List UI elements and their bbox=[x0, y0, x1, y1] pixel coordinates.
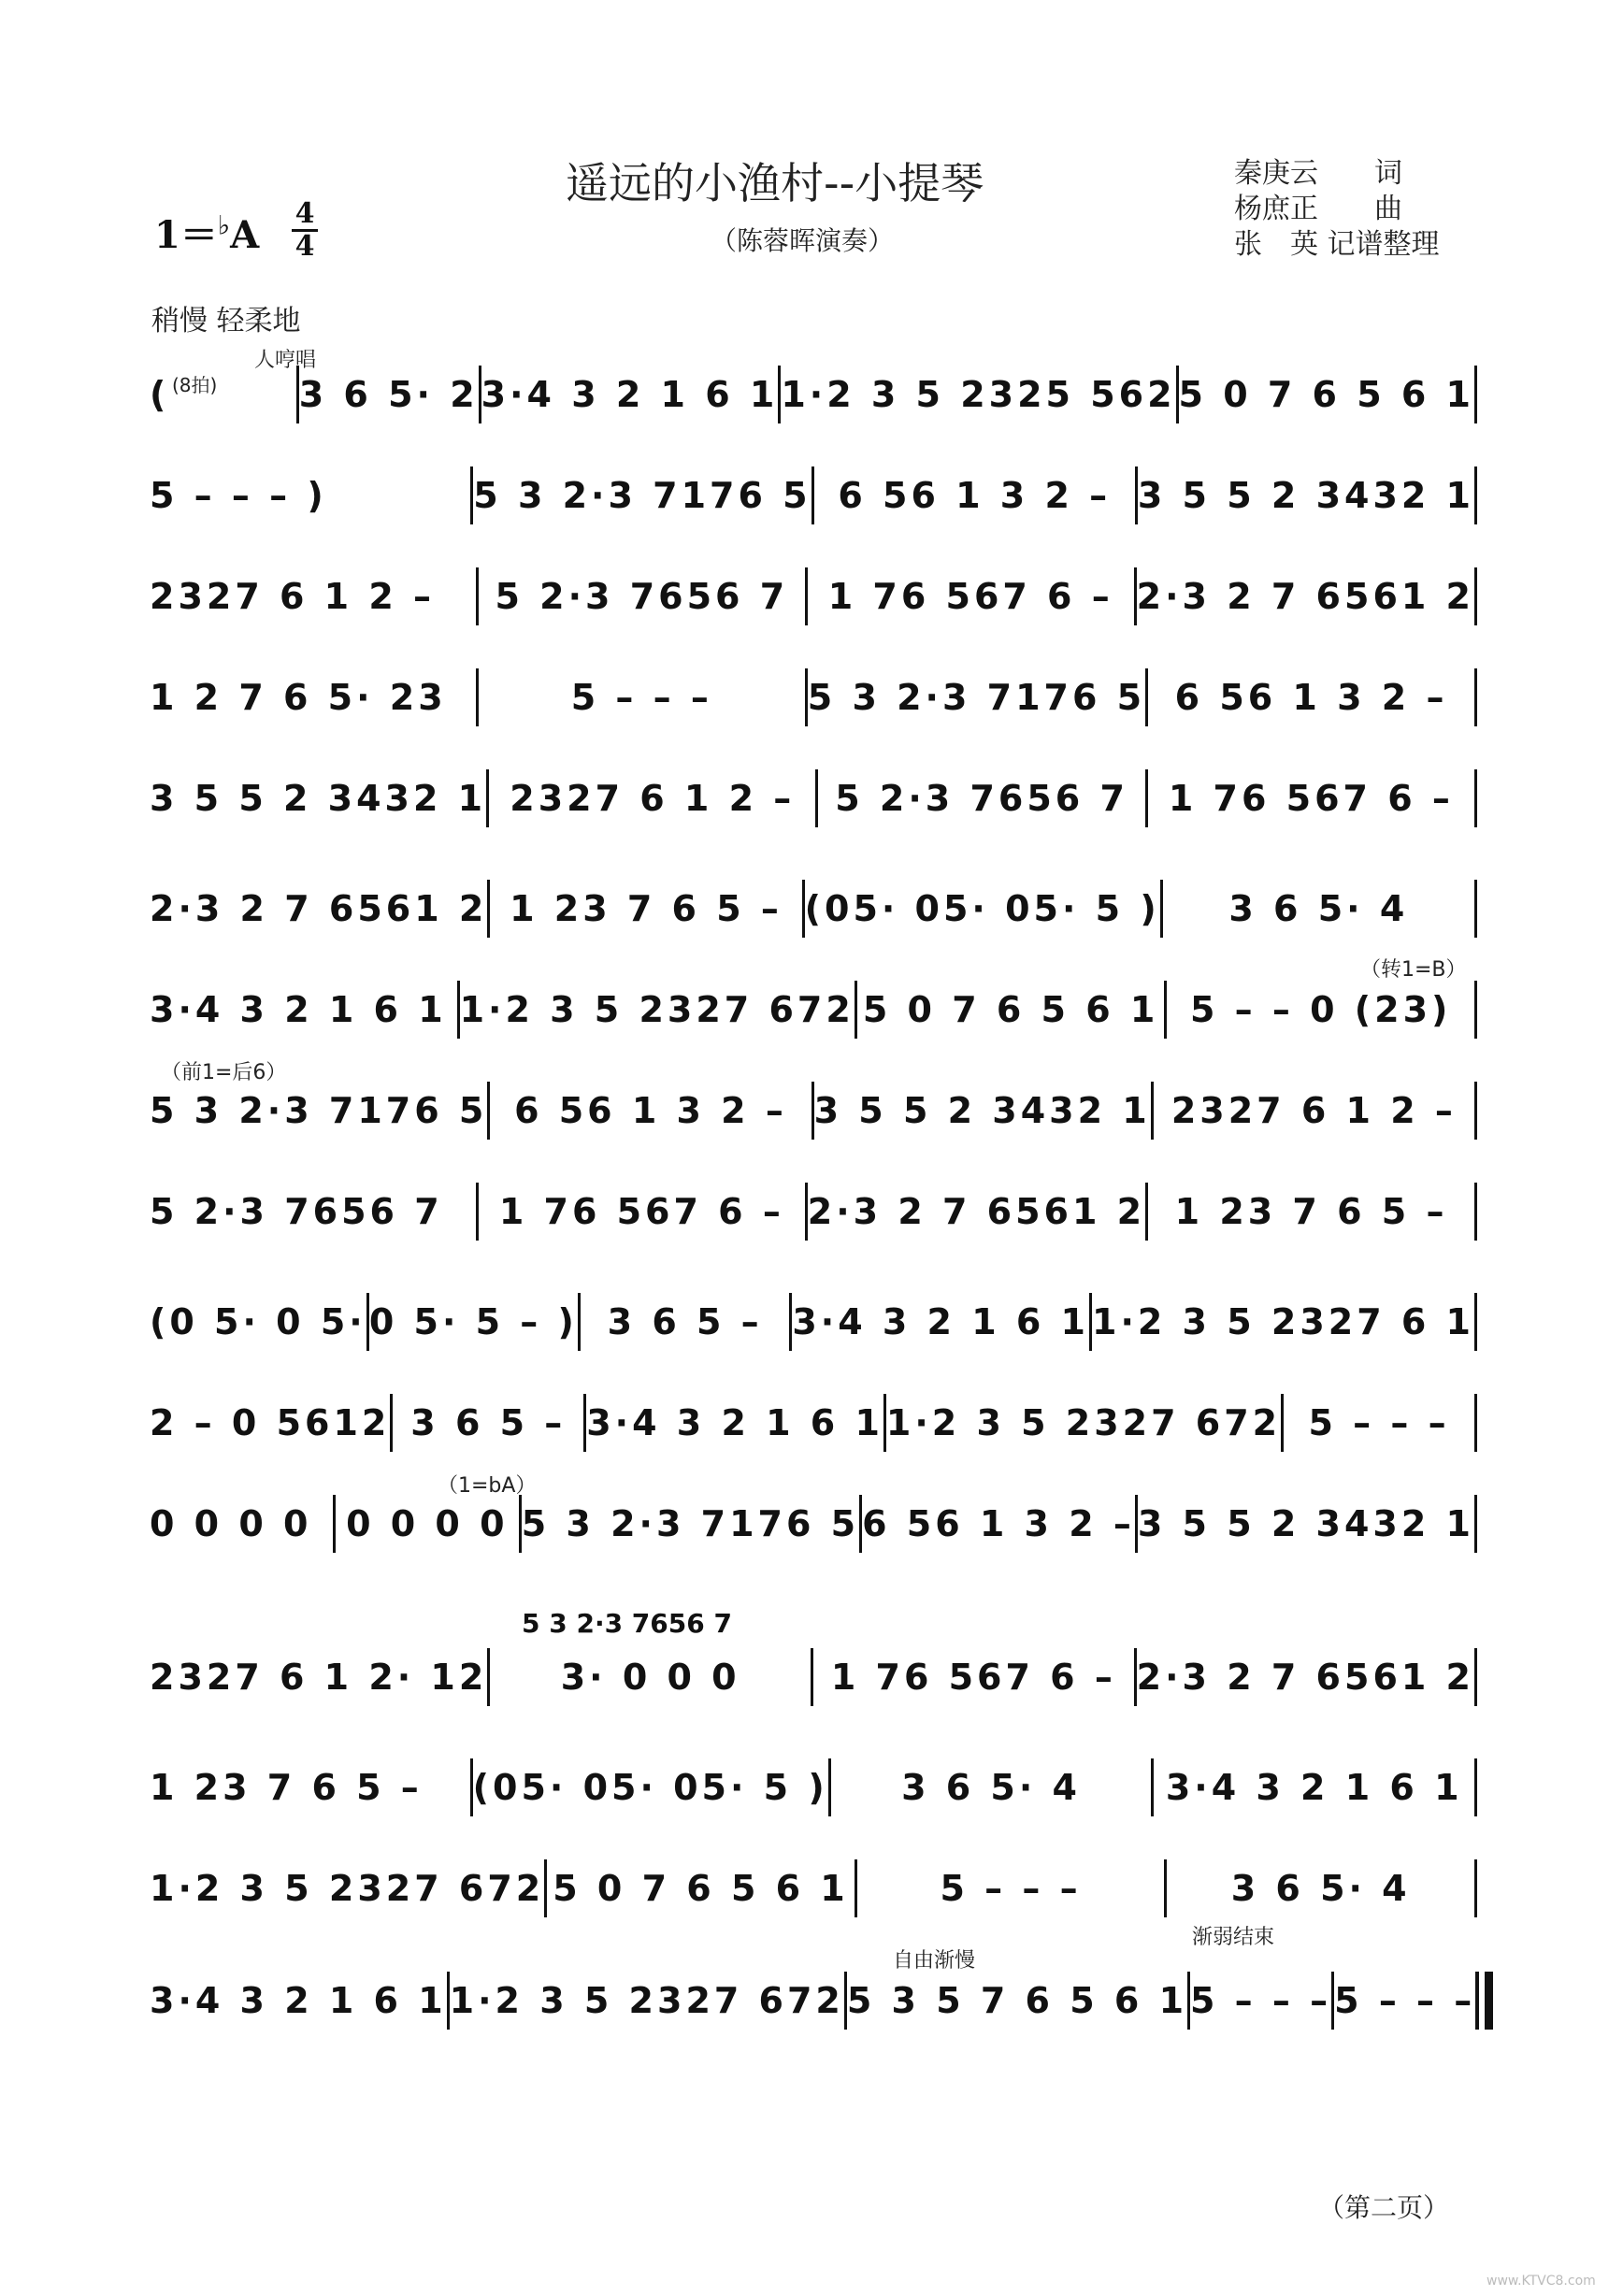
intro-beats-note: (8拍) bbox=[172, 374, 218, 396]
staff-row bbox=[150, 1182, 1477, 1241]
measure: 2327 6 1 2· 12 bbox=[150, 1657, 488, 1698]
barline bbox=[1474, 1648, 1477, 1706]
measure: 1·2 3 5 2327 672 bbox=[885, 1402, 1282, 1443]
measure: 1 76 567 6 – bbox=[1168, 778, 1454, 819]
humming-note: 人哼唱 bbox=[254, 349, 317, 372]
measure: 5 – – – bbox=[1190, 1980, 1332, 2021]
measure: 6 56 1 3 2 – bbox=[1174, 677, 1448, 718]
measure: 5 – – – bbox=[570, 677, 712, 718]
measure: 3·4 3 2 1 6 1 bbox=[481, 374, 779, 415]
front-back-note: （前1=后6） bbox=[161, 1061, 287, 1084]
measure: 1 23 7 6 5 – bbox=[1174, 1191, 1448, 1232]
measure: 3 6 5 – bbox=[607, 1301, 763, 1342]
staff-row bbox=[150, 768, 1477, 828]
measure: 5 – – – bbox=[1308, 1402, 1450, 1443]
barline bbox=[1474, 1394, 1477, 1452]
barline bbox=[1475, 1972, 1493, 2030]
measure: 3·4 3 2 1 6 1 bbox=[792, 1301, 1089, 1342]
measure: 3 6 5· 4 bbox=[1230, 1868, 1411, 1909]
barline bbox=[1474, 981, 1477, 1039]
staff-row bbox=[150, 879, 1477, 939]
page-footer: （第二页） bbox=[1318, 2192, 1450, 2223]
tempo-marking: 稍慢 轻柔地 bbox=[151, 305, 301, 337]
key-signature bbox=[154, 206, 259, 259]
composer-credit: 杨庶正 曲 bbox=[1234, 193, 1402, 225]
performer-subtitle: （陈蓉晖演奏） bbox=[711, 225, 895, 256]
measure: 6 56 1 3 2 – bbox=[862, 1503, 1135, 1544]
measure: 5 2·3 7656 7 bbox=[150, 1191, 443, 1232]
barline bbox=[1474, 366, 1477, 423]
measure: 5 3 2·3 7176 5 bbox=[521, 1503, 860, 1544]
measure: 2·3 2 7 6561 2 bbox=[807, 1191, 1146, 1232]
measure: 5 2·3 7656 7 bbox=[835, 778, 1128, 819]
key-note: A bbox=[230, 213, 260, 257]
measure: ( bbox=[150, 374, 170, 415]
fade-end-note: 渐弱结束 bbox=[1192, 1926, 1275, 1949]
measure: 2327 6 1 2 – bbox=[1171, 1090, 1457, 1131]
measure: 5 3 2·3 7176 5 bbox=[150, 1090, 488, 1131]
free-slow-note: 自由渐慢 bbox=[893, 1949, 976, 1973]
measure: 5 – – – bbox=[940, 1868, 1082, 1909]
barline bbox=[1474, 1758, 1477, 1816]
time-signature-top: 4 bbox=[294, 197, 315, 230]
measure: 2·3 2 7 6561 2 bbox=[150, 888, 488, 929]
measure: 5 0 7 6 5 6 1 bbox=[1178, 374, 1474, 415]
measure: 3·4 3 2 1 6 1 bbox=[150, 1980, 447, 2021]
staff-row bbox=[150, 1971, 1477, 2031]
measure: 3 6 5· 4 bbox=[1228, 888, 1409, 929]
page-title: 遥远的小渔村--小提琴 bbox=[566, 158, 984, 208]
measure: 6 56 1 3 2 – bbox=[514, 1090, 787, 1131]
barline bbox=[1474, 1859, 1477, 1917]
measure: 3· 0 0 0 bbox=[560, 1657, 740, 1698]
measure: 5 3 2·3 7176 5 bbox=[473, 475, 812, 516]
time-signature-bottom: 4 bbox=[294, 230, 315, 263]
measure: 3 6 5· 4 bbox=[901, 1767, 1081, 1808]
measure: (05· 05· 05· 5 ) bbox=[472, 1767, 828, 1808]
measure: 6 56 1 3 2 – bbox=[838, 475, 1112, 516]
staff-row bbox=[150, 980, 1477, 1040]
barline bbox=[1474, 880, 1477, 938]
staff-row bbox=[150, 1081, 1477, 1141]
measure: 3·4 3 2 1 6 1 bbox=[586, 1402, 883, 1443]
measure: 3 5 5 2 3432 1 bbox=[150, 778, 487, 819]
measure: 5 3 5 7 6 5 6 1 bbox=[846, 1980, 1188, 2021]
staff-row bbox=[150, 667, 1477, 727]
measure: 5 0 7 6 5 6 1 bbox=[862, 989, 1159, 1030]
staff-row bbox=[150, 1647, 1477, 1707]
staff-row bbox=[150, 1858, 1477, 1918]
measure: 1 2 7 6 5· 23 bbox=[150, 677, 447, 718]
staff-row bbox=[150, 1393, 1477, 1453]
barline bbox=[1474, 1293, 1477, 1351]
measure: 2·3 2 7 6561 2 bbox=[1136, 1657, 1474, 1698]
arranger-credit: 张 英 记谱整理 bbox=[1234, 228, 1440, 261]
measure: 0 5· 5 – ) bbox=[368, 1301, 578, 1342]
measure: 1·2 3 5 2327 672 bbox=[449, 1980, 844, 2021]
measure: 3·4 3 2 1 6 1 bbox=[150, 989, 447, 1030]
key-prefix: 1＝ bbox=[154, 213, 218, 257]
measure: 5 3 2·3 7176 5 bbox=[807, 677, 1146, 718]
measure: 5 – – – ) bbox=[150, 475, 327, 516]
measure: 5 2·3 7656 7 bbox=[495, 576, 789, 617]
barline bbox=[1474, 1183, 1477, 1241]
staff-row bbox=[150, 466, 1477, 525]
measure: 5 0 7 6 5 6 1 bbox=[553, 1868, 849, 1909]
measure: 1 76 567 6 – bbox=[827, 576, 1113, 617]
measure: (0 5· 0 5· bbox=[150, 1301, 366, 1342]
measure: (05· 05· 05· 5 ) bbox=[804, 888, 1160, 929]
measure: 5 – – 0 (23) bbox=[1189, 989, 1452, 1030]
key-change-ab-note: （1=bA） bbox=[438, 1474, 537, 1498]
flat-sign: ♭ bbox=[217, 209, 231, 241]
measure: 1·2 3 5 2327 672 bbox=[459, 989, 855, 1030]
measure: 1 23 7 6 5 – bbox=[150, 1767, 423, 1808]
staff-row bbox=[150, 1758, 1477, 1817]
measure: 1·2 3 5 2327 672 bbox=[150, 1868, 545, 1909]
measure: 3 6 5· 2 bbox=[298, 374, 479, 415]
measure: 2327 6 1 2 – bbox=[150, 576, 436, 617]
measure: 3 5 5 2 3432 1 bbox=[1137, 475, 1475, 516]
measure: 1·2 3 5 2325 562 bbox=[781, 374, 1176, 415]
barline bbox=[1474, 466, 1477, 524]
barline bbox=[1474, 567, 1477, 625]
barline bbox=[1474, 668, 1477, 726]
time-signature bbox=[292, 197, 318, 263]
measure: 2 – 0 5612 bbox=[150, 1402, 391, 1443]
measure: 1·2 3 5 2327 6 1 bbox=[1092, 1301, 1474, 1342]
measure: 2·3 2 7 6561 2 bbox=[1136, 576, 1474, 617]
measure: 2327 6 1 2 – bbox=[510, 778, 796, 819]
lyricist-credit: 秦庚云 词 bbox=[1234, 157, 1402, 190]
barline bbox=[1474, 1082, 1477, 1140]
measure: 3 5 5 2 3432 1 bbox=[813, 1090, 1151, 1131]
staff-row bbox=[150, 365, 1477, 424]
barline bbox=[1474, 769, 1477, 827]
measure: 0 0 0 0 bbox=[346, 1503, 509, 1544]
barline bbox=[1474, 1495, 1477, 1553]
measure: 0 0 0 0 bbox=[150, 1503, 312, 1544]
ossia-line: 5 3 2·3 7656 7 bbox=[522, 1608, 732, 1639]
measure: 1 76 567 6 – bbox=[498, 1191, 784, 1232]
measure: 3 6 5 – bbox=[410, 1402, 567, 1443]
measure: 1 76 567 6 – bbox=[830, 1657, 1116, 1698]
staff-row bbox=[150, 1292, 1477, 1352]
measure: 1 23 7 6 5 – bbox=[510, 888, 783, 929]
key-change-b-note: （转1=B） bbox=[1360, 958, 1467, 982]
measure: 3·4 3 2 1 6 1 bbox=[1165, 1767, 1463, 1808]
watermark: www.KTVC8.com bbox=[1487, 2274, 1596, 2289]
measure: 5 – – – bbox=[1334, 1980, 1476, 2021]
staff-row bbox=[150, 1494, 1477, 1554]
staff-row bbox=[150, 567, 1477, 626]
measure: 3 5 5 2 3432 1 bbox=[1137, 1503, 1474, 1544]
